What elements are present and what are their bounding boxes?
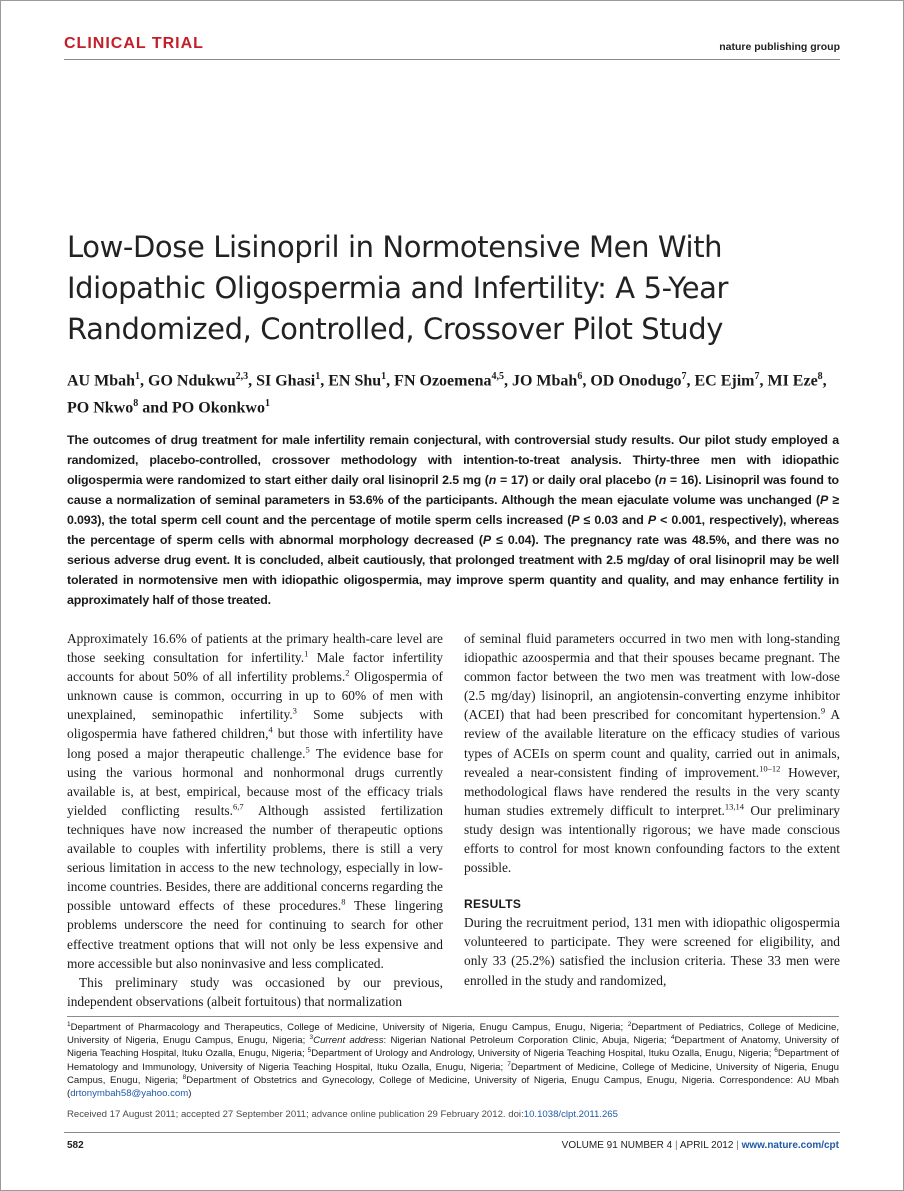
footnote-divider [67,1016,839,1017]
text-run: A review of the available literature on the efficacy studies of various types of ACEIs on sperm count and quality, carried out in animals, revealed a near-consistent finding of improvement. [464,707,840,780]
author-affiliation-ref: 1 [264,398,270,410]
text-run: This preliminary study was occasioned by our previous, independent observations (albeit fortuitous) that normalization [67,974,443,1009]
text-run: Our preliminary study design was intentionally rigorous; we have made conscious efforts to control for most known confounding factors to the extent possible. [464,802,840,876]
footer-separator: | [672,1140,680,1151]
affiliations-footnote [67,1021,839,1100]
text-run: : Nigerian National Petroleum Corporation Clinic, Abuja, Nigeria; [383,1035,671,1047]
text-run: Approximately 16.6% of patients at the primary health-care level are those seeking consultation for infertility. [67,631,443,666]
author-separator: , [822,372,827,390]
text-run: Although assisted fertilization techniques have now increased the number of therapeutic options available to couples with infertility problems, there is still a very serious limitation in access to the new technology, especially in low-income countries. Besides, there are additional concerns regarding the possible untoward effects of these procedures. [67,802,443,914]
text-run: Some subjects with oligospermia have fathered children, [67,707,444,742]
author-separator: and [138,399,173,417]
body-column-left [67,629,443,1011]
author-affiliation-ref: 8 [133,398,139,410]
citation-ref: 2 [345,667,350,678]
issue-date: APRIL 2012 [679,1140,734,1151]
citation-ref: 3 [309,1034,314,1042]
citation-ref: 8 [182,1073,187,1081]
author-name: GO Ndukwu [148,372,236,390]
abstract-p: P [482,533,492,547]
dates-text: Received 17 August 2011; accepted 27 September 2011; advance online publication 29 February 2012. doi: [67,1109,524,1120]
article-title: Low-Dose Lisinopril in Normotensive Men With Idiopathic Oligospermia and Infertility: A 5-Year Randomized, Controlled, Crossover Pilot Study [67,230,729,346]
text-run: Department of Hematology and Immunology, University of Nigeria Teaching Hospital, Ituku Ozalla, Enugu, Nigeria; [67,1048,839,1073]
citation-ref: 5 [305,744,310,755]
abstract-text: The outcomes of drug treatment for male infertility remain conjectural, with controversial study results. Our pilot study employed a randomized, placebo-controlled, crossover methodology with intention-to-treat analysis. Thirty-three men with idiopathic oligospermia were randomized to start either daily oral lisinopril 2.5 mg ( [67,433,839,487]
citation-ref: 2 [627,1020,632,1028]
text-run: During the recruitment period, 131 men with idiopathic oligospermia volunteered to participate. They were screened for eligibility, and only 33 (25.2%) satisfied the inclusion criteria. These 33 men were enrolled in the study and randomized, [464,915,840,988]
abstract-n: n [488,473,497,487]
text-run: Department of Anatomy, University of Nigeria Teaching Hospital, Ituku Ozalla, Enugu, Nigeria; [67,1035,839,1060]
abstract-n: n [658,473,667,487]
author-separator: , [759,372,768,390]
body-paragraph [464,913,840,989]
text-run: Department of Pediatrics, College of Medicine, University of Nigeria, Enugu Campus, Enugu, Nigeria; [67,1022,839,1047]
citation-ref: 10–12 [759,763,781,774]
author-affiliation-ref: 6 [577,371,583,382]
body-column-right [464,629,840,990]
citation-ref: 13,14 [724,801,745,812]
text-run: Department of Medicine, College of Medicine, University of Nigeria, Enugu Campus, Enugu, Nigeria; [67,1061,839,1086]
journal-url-link[interactable]: www.nature.com/cpt [741,1140,839,1151]
running-header [64,35,840,60]
citation-ref: 6,7 [233,801,244,812]
abstract-text: < 0.001, respectively), whereas the percentage of sperm cells with abnormal morphology decreased ( [67,513,839,547]
journal-footer [562,1140,839,1151]
author-name: OD Onodugo [590,372,682,390]
author-separator: , [140,372,149,390]
author-separator: , [582,372,591,390]
publisher-name: nature publishing group [719,41,840,53]
author-separator: , [686,372,695,390]
text-run: Male factor infertility accounts for about 50% of all infertility problems. [67,650,443,685]
author-name: JO Mbah [511,372,578,390]
footer-separator: | [733,1140,742,1151]
author-affiliation-ref: 7 [681,371,687,382]
abstract-p: P [647,513,656,527]
abstract [67,430,839,610]
author-affiliation-ref: 4,5 [491,371,504,382]
text-run: Oligospermia of unknown cause is common, occurring in up to 60% of men with unexplained, seminopathic infertility. [67,669,443,723]
citation-ref: 1 [67,1020,71,1028]
citation-ref: 4 [268,725,273,735]
page-number: 582 [67,1140,84,1151]
citation-ref: 7 [507,1060,511,1068]
abstract-text: = 17) or daily oral placebo ( [496,473,659,487]
body-paragraph [67,629,443,973]
text-run: The evidence base for using the various hormonal and nonhormonal drugs currently available is, at best, empirical, because most of the efficacy trials yielded conflicting results. [67,745,443,818]
text-run: ) [188,1088,192,1100]
author-affiliation-ref: 8 [817,371,823,382]
text-run: These lingering problems underscore the need for continuing to search for other effective treatment options that will not only be less expensive and more accessible but also noninvasive and less complicated. [67,898,443,971]
results-heading: RESULTS [464,897,522,912]
author-separator: , [503,372,512,390]
abstract-text: ≤ 0.04). The pregnancy rate was 48.5%, and there was no serious adverse drug event. It is concluded, albeit cautiously, that prolonged treatment with 2.5 mg/day of oral lisinopril may be well tolerated in normotensive men with idiopathic oligospermia, may improve sperm quantity and quality, and may enhance fertility in approximately half of those treated. [67,533,839,607]
doi-link[interactable]: 10.1038/clpt.2011.265 [523,1109,618,1120]
author-affiliation-ref: 7 [754,371,760,382]
author-separator: , [248,372,257,390]
author-name: SI Ghasi [256,372,316,390]
footer-divider [64,1132,840,1133]
citation-ref: 3 [292,705,297,716]
author-name: MI Eze [767,372,818,390]
citation-ref: 5 [307,1047,312,1055]
publication-dates [67,1108,839,1121]
body-paragraph [464,629,840,877]
author-affiliation-ref: 1 [135,371,141,382]
citation-ref: 8 [341,896,346,907]
citation-ref: 1 [304,648,309,659]
author-separator: , [386,372,395,390]
author-affiliation-ref: 1 [381,371,387,382]
citation-ref: 9 [820,705,826,716]
author-name: FN Ozoemena [394,372,492,390]
text-run: of seminal fluid parameters occurred in two men with long-standing idiopathic azoospermia and that their spouses became pregnant. The common factor between the two men was treatment with low-dose (2.5 mg/day) lisinopril, an angiotensin-converting enzyme inhibitor (ACEI) that had been prescribed for concomitant hypertension. [464,631,840,723]
abstract-p: P [571,513,580,527]
text-run: Department of Obstetrics and Gynecology, College of Medicine, University of Nigeria, Enugu Campus, Enugu, Nigeria. Correspondence: AU Mbah ( [67,1074,839,1100]
citation-ref: 4 [670,1034,675,1042]
author-affiliation-ref: 1 [315,371,321,382]
text-run: but those with infertility have long posed a major therapeutic challenge. [67,726,443,761]
volume-info: VOLUME 91 NUMBER 4 [561,1140,673,1151]
text-run: However, methodological flaws have rendered the results in the very scanty human studies extremely difficult to interpret. [464,764,840,818]
text-run: Department of Pharmacology and Therapeutics, College of Medicine, University of Nigeria, Enugu Campus, Enugu, Nigeria; [70,1022,628,1033]
italic-text: Current address [313,1035,384,1047]
section-label: CLINICAL TRIAL [64,35,204,52]
author-separator: , [320,372,329,390]
email-link[interactable]: drtonymbah58@yahoo.com [70,1088,189,1100]
body-paragraph [67,973,443,1011]
author-name: PO Okonkwo [172,399,265,417]
author-list [67,365,847,420]
abstract-text: ≤ 0.03 and [579,513,648,527]
author-name: EN Shu [328,372,382,390]
author-name: PO Nkwo [67,399,134,417]
citation-ref: 6 [774,1047,778,1055]
abstract-text: ≥ 0.093), the total sperm cell count and the percentage of motile sperm cells increased ( [67,493,839,527]
author-name: EC Ejim [694,372,755,390]
abstract-text: = 16). Lisinopril was found to cause a normalization of seminal parameters in 53.6% of the participants. Although the mean ejaculate volume was unchanged ( [67,473,839,507]
author-affiliation-ref: 2,3 [235,371,249,382]
abstract-p: P [819,493,829,507]
text-run: Department of Urology and Andrology, University of Nigeria Teaching Hospital, Ituku Ozalla, Enugu, Nigeria; [311,1048,775,1060]
author-name: AU Mbah [67,372,136,390]
